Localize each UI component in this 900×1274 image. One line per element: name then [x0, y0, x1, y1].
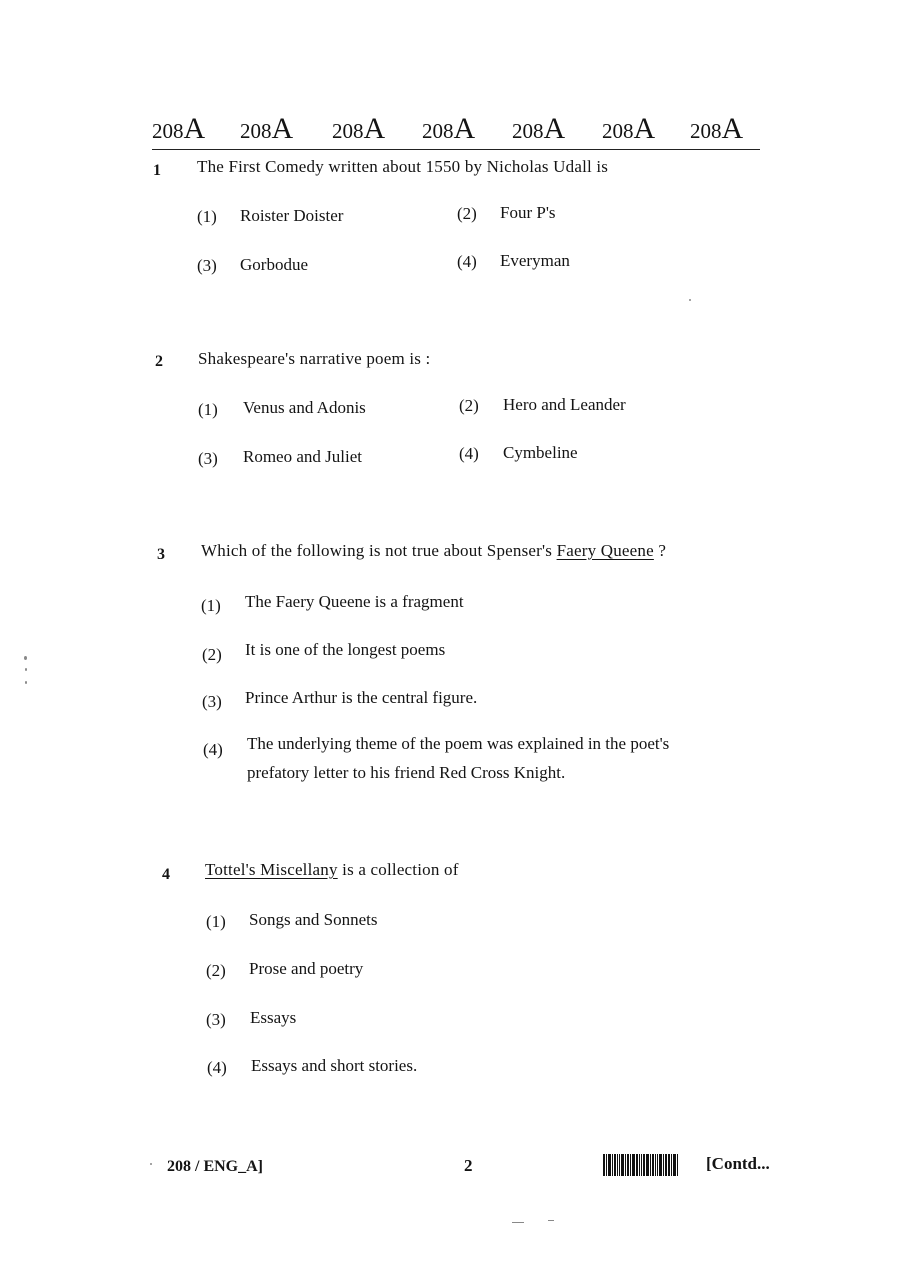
option-number: (4) [459, 444, 479, 463]
option-text: The underlying theme of the poem was explained in the poet's [247, 734, 670, 753]
option-number: (4) [203, 740, 223, 759]
option-number: (3) [202, 692, 222, 711]
scan-speck [24, 656, 27, 660]
option-number: (3) [197, 256, 217, 275]
scan-speck [548, 1220, 554, 1221]
paper-code: 208A [690, 112, 744, 145]
option-text: It is one of the longest poems [245, 640, 446, 659]
option-text: Gorbodue [240, 255, 308, 274]
question-text: Shakespeare's narrative poem is : [198, 349, 431, 368]
option-number: (1) [201, 596, 221, 615]
continued-label: [Contd... [706, 1154, 770, 1173]
option-text: Songs and Sonnets [249, 910, 378, 929]
option-number: (4) [457, 252, 477, 271]
question-number: 2 [155, 353, 163, 370]
question-number: 3 [157, 546, 165, 563]
option-text: The Faery Queene is a fragment [245, 592, 464, 611]
option-number: (1) [206, 912, 226, 931]
option-number: (2) [202, 645, 222, 664]
page-number: 2 [464, 1156, 473, 1175]
option-number: (3) [206, 1010, 226, 1029]
paper-code: 208A [240, 112, 294, 145]
paper-code: 208A [152, 112, 206, 145]
paper-code: 208A [422, 112, 476, 145]
option-text: Cymbeline [503, 443, 578, 462]
question-number: 4 [162, 866, 170, 883]
option-number: (1) [197, 207, 217, 226]
option-number: (2) [459, 396, 479, 415]
scan-speck [512, 1222, 524, 1223]
option-text: Romeo and Juliet [243, 447, 362, 466]
question-text: Tottel's Miscellany is a collection of [205, 860, 459, 879]
paper-code: 208A [512, 112, 566, 145]
scan-speck [150, 1163, 152, 1165]
option-number: (2) [206, 961, 226, 980]
option-text: Essays [250, 1008, 297, 1027]
option-text-continued: prefatory letter to his friend Red Cross Knight. [247, 763, 566, 782]
underlined-title: Faery Queene [556, 541, 654, 560]
scan-speck [689, 299, 691, 301]
question-text: Which of the following is not true about Spenser's Faery Queene ? [201, 541, 667, 560]
option-number: (3) [198, 449, 218, 468]
paper-code: 208A [332, 112, 386, 145]
option-number: (2) [457, 204, 477, 223]
question-number: 1 [153, 162, 161, 179]
scan-speck [25, 668, 27, 671]
option-text: Venus and Adonis [243, 398, 366, 417]
option-text: Hero and Leander [503, 395, 626, 414]
option-text: Prose and poetry [249, 959, 364, 978]
option-number: (1) [198, 400, 218, 419]
option-text: Everyman [500, 251, 570, 270]
option-text: Prince Arthur is the central figure. [245, 688, 478, 707]
scan-speck [25, 681, 27, 684]
option-text: Roister Doister [240, 206, 344, 225]
header-rule [152, 149, 760, 150]
option-text: Essays and short stories. [251, 1056, 418, 1075]
option-number: (4) [207, 1058, 227, 1077]
paper-code: 208A [602, 112, 656, 145]
option-text: Four P's [500, 203, 556, 222]
footer-paper-code: 208 / ENG_A] [167, 1158, 263, 1175]
paper-code-header [152, 110, 760, 150]
barcode-icon [603, 1154, 693, 1176]
question-text: The First Comedy written about 1550 by Nicholas Udall is [197, 157, 609, 176]
underlined-title: Tottel's Miscellany [205, 860, 338, 879]
